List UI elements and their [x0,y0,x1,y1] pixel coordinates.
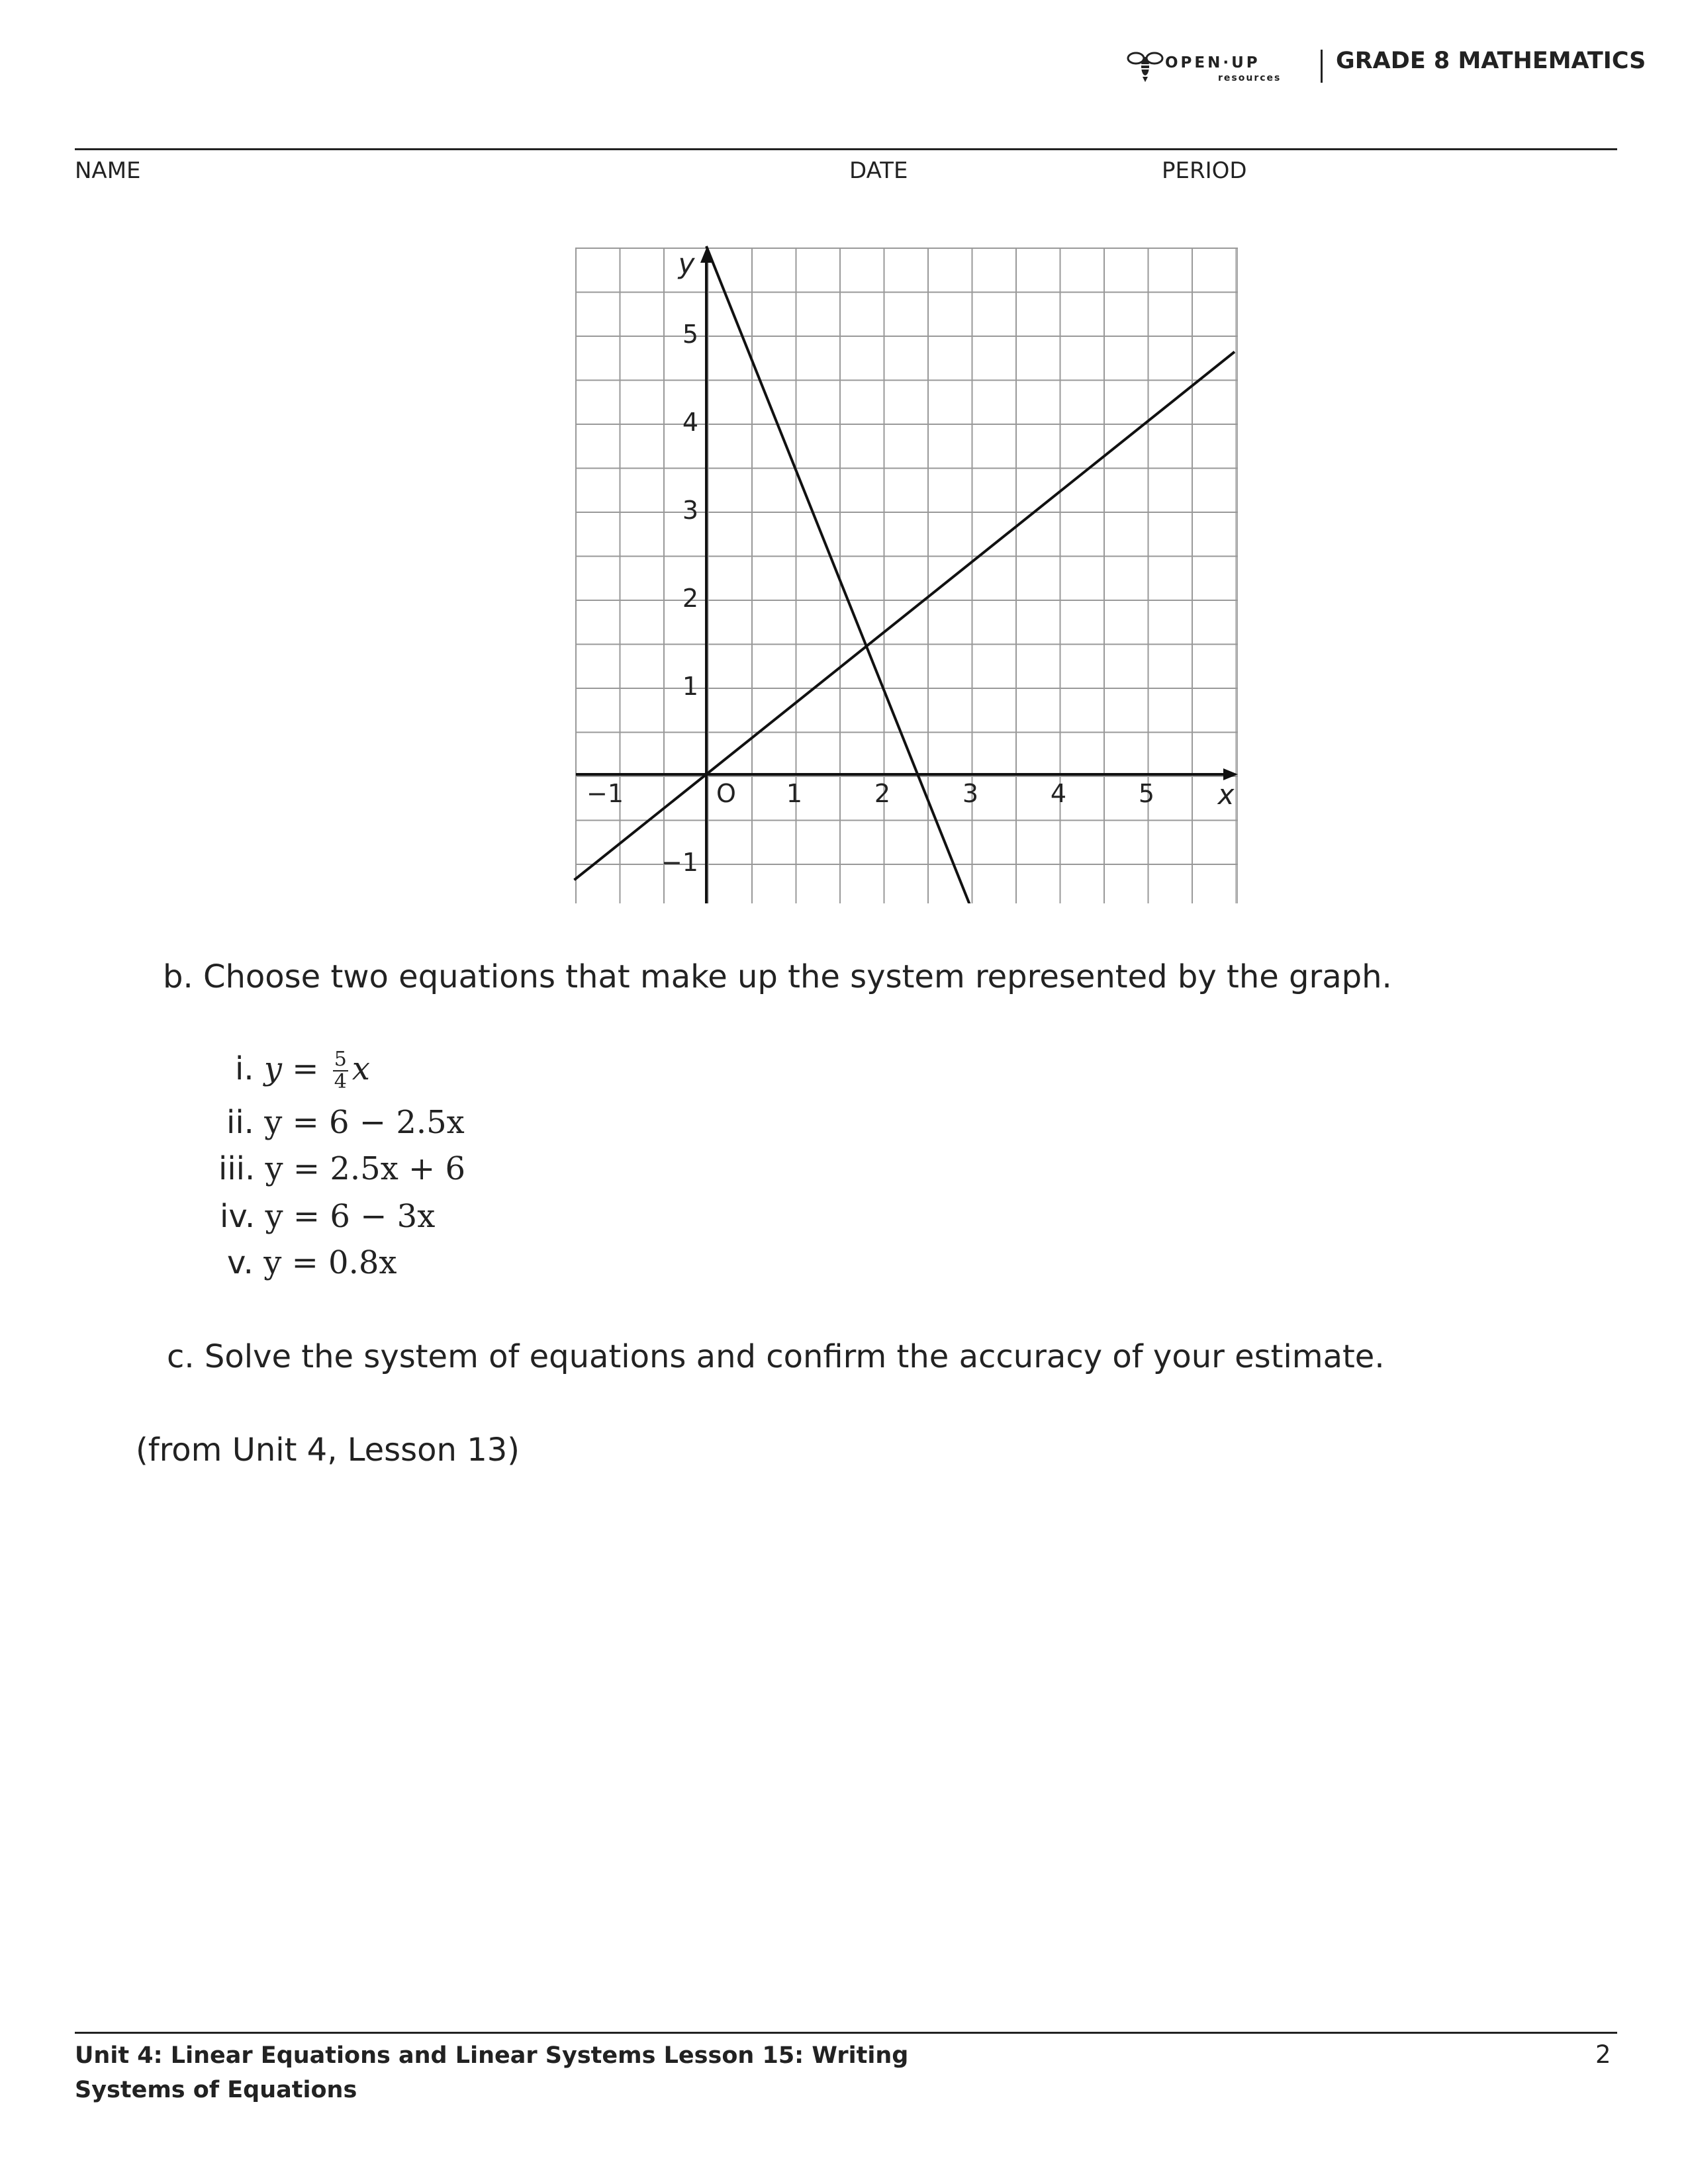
option-equation: y = 6 − 3x [265,1198,436,1235]
name-label: NAME [75,158,141,184]
x-tick-label: 4 [1050,779,1067,808]
y-tick-label: 1 [682,672,698,701]
option-iii[interactable] [218,1150,465,1187]
option-number: iii. [218,1150,256,1187]
page-number: 2 [1595,2040,1611,2069]
fraction-numerator: 5 [334,1048,347,1071]
y-axis-label: y [678,248,695,280]
date-label: DATE [849,158,908,184]
part-c-prompt: c. Solve the system of equations and confirm the accuracy of your estimate. [167,1338,1385,1375]
graph-svg [569,235,1238,903]
origin-label: O [716,779,736,808]
option-equals: = [292,1050,319,1087]
x-tick-label: 1 [786,779,803,808]
brand-name: OPEN·UP [1165,54,1260,71]
footer-title: Unit 4: Linear Equations and Linear Systems Lesson 15: Writing Systems of Equations [75,2042,909,2103]
name-line [75,148,1617,150]
series-line-decreasing [706,246,970,903]
y-tick-label: 3 [682,496,698,525]
fraction-denominator: 4 [334,1070,347,1093]
option-number: i. [235,1050,254,1087]
option-rhs: x [352,1050,370,1087]
option-ii[interactable] [226,1104,465,1141]
option-v[interactable] [227,1244,397,1281]
option-equation: y = 2.5x + 6 [265,1150,466,1187]
x-axis-label: x [1217,778,1235,811]
x-tick-label: 3 [962,779,979,808]
series-line-increasing [575,352,1235,880]
fraction [333,1049,348,1093]
option-number: v. [227,1244,254,1281]
y-tick-label: 2 [682,584,698,613]
option-lhs: y [263,1050,282,1087]
x-tick-label: −1 [586,779,624,808]
x-tick-label: 2 [874,779,891,808]
option-equation: y = 6 − 2.5x [264,1104,465,1141]
option-number: ii. [226,1104,254,1141]
option-i[interactable] [235,1049,370,1093]
brand-subtitle: resources [1218,73,1282,83]
period-label: PERIOD [1162,158,1247,184]
option-iv[interactable] [220,1198,435,1235]
bee-icon [1125,46,1165,86]
option-number: iv. [220,1198,256,1235]
header-divider [1321,50,1323,83]
y-tick-label: 4 [682,408,698,437]
source-note: (from Unit 4, Lesson 13) [136,1432,520,1469]
y-tick-label: 5 [682,320,698,349]
coordinate-graph [569,235,1238,906]
part-b-prompt: b. Choose two equations that make up the system represented by the graph. [163,958,1392,995]
x-tick-label: 5 [1138,779,1155,808]
course-title: GRADE 8 MATHEMATICS [1336,48,1646,74]
y-tick-label: −1 [661,848,698,877]
option-equation: y = 0.8x [263,1244,397,1281]
footer-rule [75,2032,1617,2034]
